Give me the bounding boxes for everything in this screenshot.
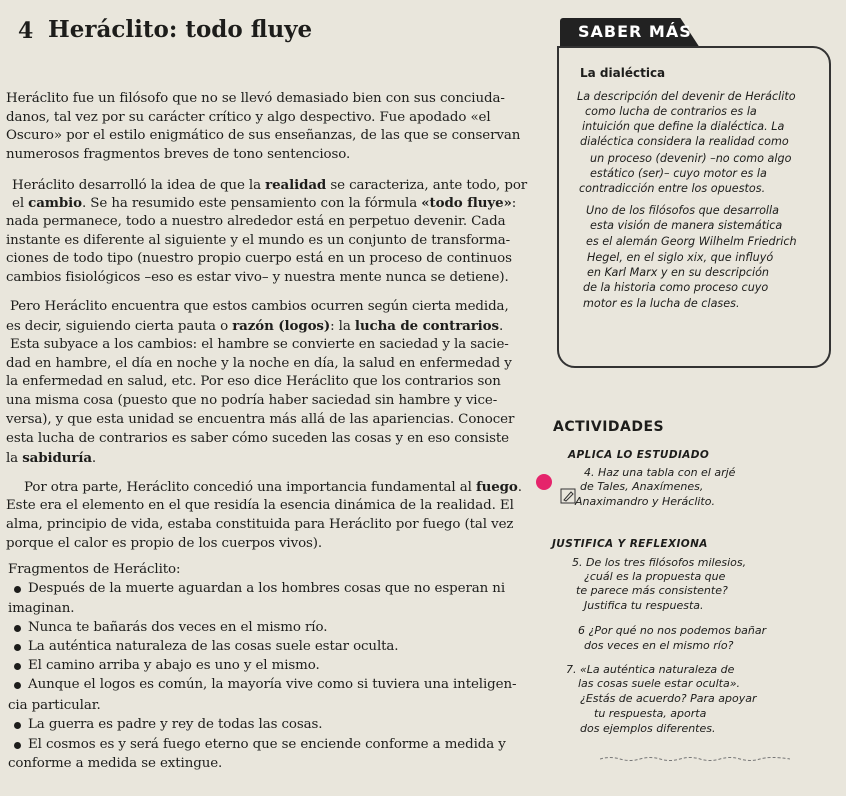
text-span: . Se ha resumido este pensamiento con la fórmula — [81, 196, 422, 211]
page-title: Heráclito: todo fluye — [48, 16, 313, 43]
paragraph-line — [6, 127, 536, 146]
fragments-title: Fragmentos de Heráclito: — [8, 562, 181, 577]
text-span: Esta subyace a los cambios: el hambre se convierte en saciedad y la sacie- — [10, 337, 509, 352]
justifica-heading: JUSTIFICA Y REFLEXIONA — [552, 538, 708, 550]
paragraph-line — [10, 336, 540, 355]
text-span: : la — [330, 319, 355, 334]
bullet-icon — [14, 682, 21, 689]
activity-line: Justifica tu respuesta. — [584, 599, 704, 612]
bullet-icon — [14, 644, 21, 651]
bold-term: cambio — [28, 195, 82, 211]
bold-term: sabiduría — [22, 450, 92, 466]
saber-mas-line: es el alemán Georg Wilhelm Friedrich — [586, 235, 797, 248]
text-span: es decir, siguiendo cierta pauta o — [6, 319, 233, 334]
text-span: . — [498, 319, 504, 334]
activity-line: Anaximandro y Heráclito. — [575, 495, 715, 508]
text-span: el — [12, 196, 29, 211]
bullet-icon — [14, 586, 21, 593]
activity-line: ¿cuál es la propuesta que — [584, 570, 726, 583]
fragment-item: La guerra es padre y rey de todas las cosas. — [28, 717, 323, 732]
paragraph-line — [6, 373, 536, 392]
paragraph-line — [6, 317, 536, 337]
saber-mas-line: estático (ser)– cuyo motor es la — [590, 167, 767, 180]
text-span: Heráclito fue un filósofo que no se llevó demasiado bien con sus conciuda- — [6, 91, 505, 106]
bullet-icon — [14, 625, 21, 632]
saber-mas-line: Uno de los filósofos que desarrolla — [586, 204, 779, 217]
text-span: Oscuro» por el estilo enigmático de sus enseñanzas, de las que se conservan — [6, 128, 521, 143]
paragraph-line — [6, 497, 536, 516]
activity-line: dos veces en el mismo río? — [584, 639, 734, 652]
saber-mas-line: dialéctica considera la realidad como — [580, 135, 789, 148]
saber-mas-line: un proceso (devenir) –no como algo — [590, 152, 792, 165]
bold-term: razón (logos) — [232, 318, 331, 334]
section-number: 4 — [18, 18, 34, 44]
bullet-icon — [14, 742, 21, 749]
paragraph-line — [6, 146, 536, 165]
text-span: la — [6, 451, 23, 466]
fragment-continuation: imaginan. — [8, 601, 75, 616]
text-span: nada permanece, todo a nuestro alrededor está en perpetuo devenir. Cada — [6, 214, 506, 229]
text-span: versa), y que esta unidad se encuentra más allá de las apariencias. Conocer — [6, 412, 515, 427]
saber-mas-line: Hegel, en el siglo xix, que influyó — [587, 251, 774, 264]
fragment-continuation: conforme a medida se extingue. — [8, 756, 223, 771]
saber-mas-line: La descripción del devenir de Heráclito — [577, 90, 796, 103]
text-span: cambios fisiológicos –eso es estar vivo– y nuestra mente nunca se detiene). — [6, 270, 509, 285]
red-dot-icon — [536, 474, 552, 490]
saber-mas-line: contradicción entre los opuestos. — [579, 182, 766, 195]
saber-mas-line: intuición que define la dialéctica. La — [582, 120, 785, 133]
activity-line: te parece más consistente? — [576, 584, 728, 597]
paragraph-line — [6, 232, 536, 251]
actividades-title: ACTIVIDADES — [553, 419, 665, 435]
text-span: danos, tal vez por su carácter crítico y algo despectivo. Fue apodado «el — [6, 110, 491, 125]
aplica-heading: APLICA LO ESTUDIADO — [568, 449, 710, 461]
fragment-continuation: cia particular. — [8, 698, 101, 713]
text-span: porque el calor es propio de los cuerpos vivos). — [6, 536, 323, 551]
paragraph-line — [6, 516, 536, 535]
dialectica-title: La dialéctica — [580, 66, 666, 80]
text-span: instante es diferente al siguiente y el mundo es un conjunto de transforma- — [6, 233, 510, 248]
saber-mas-line: en Karl Marx y en su descripción — [587, 266, 770, 279]
paragraph-line — [6, 355, 536, 374]
activity-line: tu respuesta, aporta — [594, 707, 707, 720]
text-span: alma, principio de vida, estaba constituida para Heráclito por fuego (tal vez — [6, 517, 514, 532]
fragment-item: El camino arriba y abajo es uno y el mismo. — [28, 658, 320, 673]
text-span: Heráclito desarrolló la idea de que la — [12, 178, 266, 193]
text-span: Pero Heráclito encuentra que estos cambios ocurren según cierta medida, — [10, 299, 509, 314]
bullet-icon — [14, 722, 21, 729]
paragraph-line — [6, 392, 536, 411]
paragraph-line — [10, 298, 540, 317]
paragraph-line — [6, 535, 536, 554]
paragraph-line — [24, 478, 554, 498]
bold-term: lucha de contrarios — [354, 318, 499, 334]
text-span: Por otra parte, Heráclito concedió una importancia fundamental al — [24, 480, 476, 495]
paragraph-line — [6, 430, 536, 449]
text-span: esta lucha de contrarios es saber cómo suceden las cosas y en eso consiste — [6, 431, 510, 446]
fragment-item: Después de la muerte aguardan a los hombres cosas que no esperan ni — [28, 581, 506, 596]
bold-term: fuego — [475, 479, 518, 495]
text-span: . — [91, 451, 97, 466]
paragraph-line — [12, 194, 542, 214]
saber-mas-label: SABER MÁS — [578, 22, 692, 41]
pencil-icon — [560, 488, 576, 504]
fragment-item: Aunque el logos es común, la mayoría vive como si tuviera una inteligen- — [28, 677, 517, 692]
text-span: ciones de todo tipo (nuestro propio cuerpo está en un proceso de continuos — [6, 251, 512, 266]
paragraph-line — [6, 411, 536, 430]
fragment-item: La auténtica naturaleza de las cosas suele estar oculta. — [28, 639, 399, 654]
paragraph-line — [12, 176, 542, 196]
activity-line: dos ejemplos diferentes. — [580, 722, 716, 735]
paragraph-line — [6, 449, 536, 469]
activity-line: 4. Haz una tabla con el arjé — [584, 466, 736, 479]
paragraph-line — [6, 109, 536, 128]
saber-mas-line: de la historia como proceso cuyo — [583, 281, 769, 294]
activity-line: ¿Estás de acuerdo? Para apoyar — [580, 692, 757, 705]
activity-line: 5. De los tres filósofos milesios, — [572, 556, 747, 569]
activity-line: 7. «La auténtica naturaleza de — [566, 663, 735, 676]
saber-mas-line: motor es la lucha de clases. — [583, 297, 740, 310]
text-span: la enfermedad en salud, etc. Por eso dice Heráclito que los contrarios son — [6, 374, 501, 389]
bullet-icon — [14, 663, 21, 670]
saber-mas-line: esta visión de manera sistemática — [590, 219, 783, 232]
text-span: . — [517, 480, 522, 495]
bold-term: realidad — [265, 177, 327, 193]
paragraph-line — [6, 213, 536, 232]
activity-line: de Tales, Anaxímenes, — [580, 480, 704, 493]
fragment-item: Nunca te bañarás dos veces en el mismo río. — [28, 620, 328, 635]
fragment-item: El cosmos es y será fuego eterno que se enciende conforme a medida y — [28, 737, 506, 752]
paragraph-line — [6, 90, 536, 109]
activity-line: 6 ¿Por qué no nos podemos bañar — [578, 624, 767, 637]
text-span: dad en hambre, el día en noche y la noche en día, la salud en enfermedad y — [6, 356, 512, 371]
text-span: una misma cosa (puesto que no podría haber saciedad sin hambre y vice- — [6, 393, 498, 408]
paragraph-line — [6, 269, 536, 288]
activity-line: las cosas suele estar oculta». — [578, 677, 741, 690]
text-span: : — [511, 196, 517, 211]
saber-mas-line: como lucha de contrarios es la — [585, 105, 757, 118]
text-span: numerosos fragmentos breves de tono sentencioso. — [6, 147, 351, 162]
text-span: Este era el elemento en el que residía la esencia dinámica de la realidad. El — [6, 498, 514, 513]
bold-term: «todo fluye» — [421, 195, 512, 211]
decorative-line — [600, 754, 790, 764]
paragraph-line — [6, 250, 536, 269]
text-span: se caracteriza, ante todo, por — [326, 178, 528, 193]
